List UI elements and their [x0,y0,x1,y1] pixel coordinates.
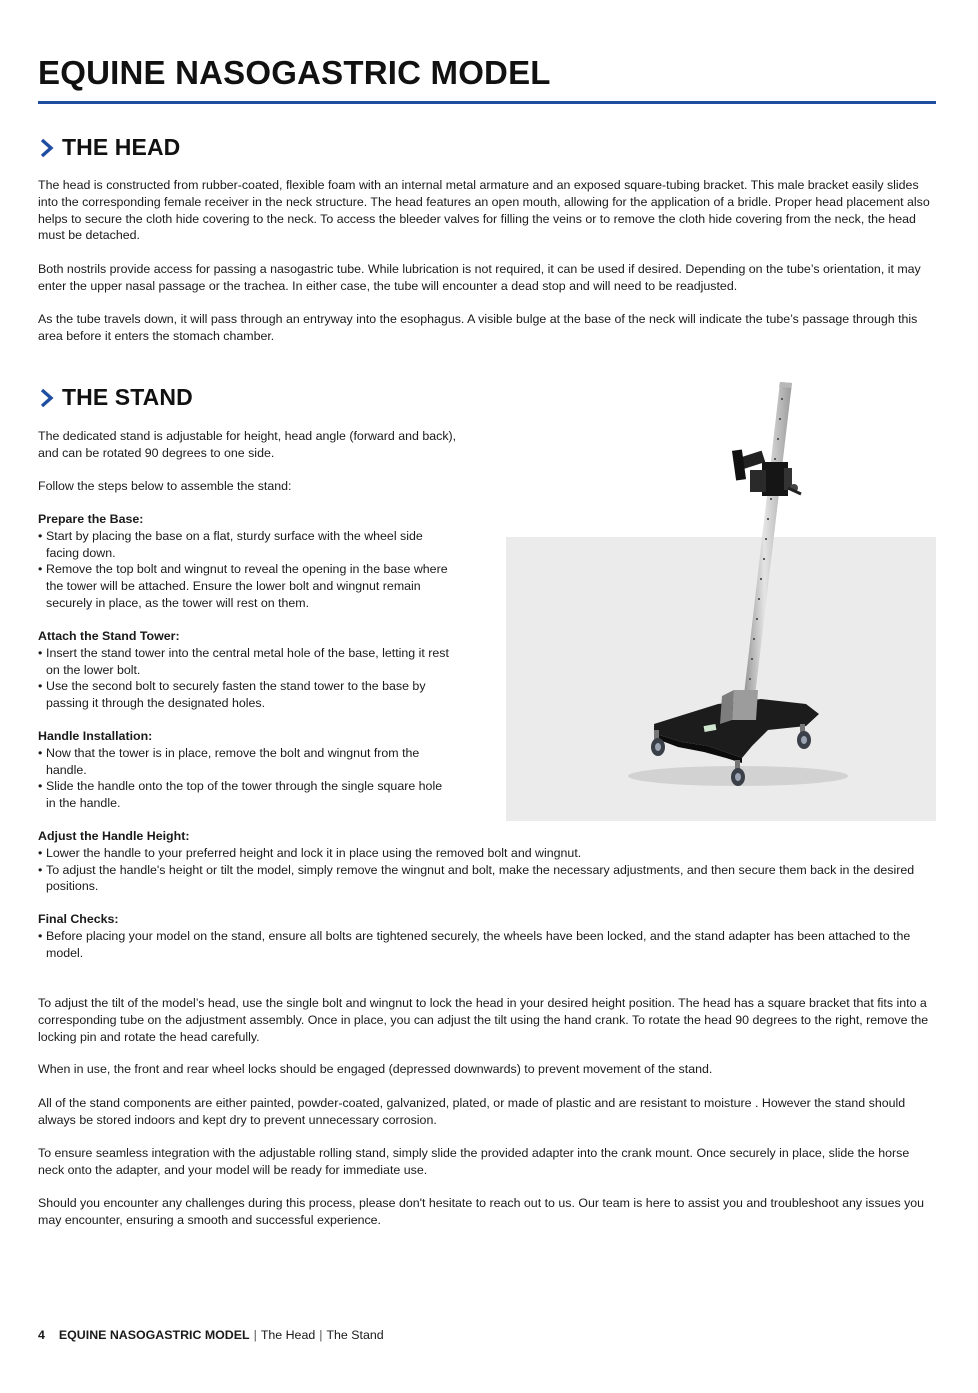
stand-paragraph-adapter: To ensure seamless integration with the adjustable rolling stand, simply slide the provided adapter into the crank mount. Once securely in place, slide the horse neck onto the adapter, and your model will be ready for immediate use. [38,1146,910,1177]
step-title: Handle Installation: [38,729,153,743]
heading-the-stand: THE STAND [62,384,193,410]
step-prepare-base [38,511,458,612]
chevron-right-icon [38,137,56,159]
list-item: • Now that the tower is in place, remove the bolt and wingnut from the handle. [38,745,450,779]
section-heading-stand [38,384,193,411]
page-number: 4 [38,1328,45,1342]
list-item: • To adjust the handle's height or tilt the model, simply remove the wingnut and bolt, make the necessary adjustments, and then secure them back in the desired positions. [38,862,938,896]
list-item: • Remove the top bolt and wingnut to reveal the opening in the base where the tower will be attached. Ensure the lower bolt and wingnut remain securely in place, as the tower will rest on them. [38,561,458,611]
step-handle-installation [38,728,450,812]
head-paragraph-1: The head is constructed from rubber-coated, flexible foam with an internal metal armature and an exposed square-tubing bracket. This male bracket easily slides into the corresponding female receiver in the neck structure. The head features an open mouth, allowing for the application of a bridle. Proper head placement also helps to secure the cloth hide covering to the neck. To access the bleeder valves for filling the veins or to remove the cloth hide covering from the neck, the head must be detached. [38,178,930,243]
step-title: Prepare the Base: [38,512,144,526]
steps-intro: Follow the steps below to assemble the stand: [38,479,292,493]
stand-paragraph-tilt: To adjust the tilt of the model’s head, use the single bolt and wingnut to lock the head in your desired height position. The head has a square bracket that fits into a corresponding tube on the adjustment assembly. Once in place, you can adjust the tilt using the hand crank. To rotate the head 90 degrees to the right, remove the locking pin and rotate the head carefully. [38,996,929,1044]
list-item: • Insert the stand tower into the central metal hole of the base, letting it rest on the lower bolt. [38,645,456,679]
head-paragraph-3: As the tube travels down, it will pass through an entryway into the esophagus. A visible bulge at the base of the neck will indicate the tube’s passage through this area before it enters the stomach chamber. [38,312,918,343]
list-item: • Use the second bolt to securely fasten the stand tower to the base by passing it through the designated holes. [38,678,456,712]
list-item: • Start by placing the base on a flat, sturdy surface with the wheel side facing down. [38,528,458,562]
rolling-stand-image [506,378,936,821]
section-heading-head [38,134,180,161]
step-adjust-height [38,828,938,895]
step-attach-tower [38,628,456,712]
stand-paragraph-wheel-locks: When in use, the front and rear wheel locks should be engaged (depressed downwards) to prevent movement of the stand. [38,1062,713,1076]
list-item: • Slide the handle onto the top of the tower through the single square hole in the handle. [38,778,450,812]
step-final-checks [38,911,938,961]
page-title: EQUINE NASOGASTRIC MODEL [38,54,551,91]
step-title: Final Checks: [38,912,119,926]
list-item: • Before placing your model on the stand, ensure all bolts are tightened securely, the wheels have been locked, and the stand adapter has been attached to the model. [38,928,938,962]
stand-intro: The dedicated stand is adjustable for height, head angle (forward and back), and can be rotated 90 degrees to one side. [38,429,457,460]
footer-model-name: EQUINE NASOGASTRIC MODEL [58,1328,250,1342]
chevron-right-icon [38,387,56,409]
footer-crumb-head: The Head [260,1328,316,1342]
title-divider [38,101,936,104]
list-item: • Lower the handle to your preferred height and lock it in place using the removed bolt and wingnut. [38,845,938,862]
footer-separator: | [319,1328,323,1342]
step-title: Adjust the Handle Height: [38,829,190,843]
head-paragraph-2: Both nostrils provide access for passing a nasogastric tube. While lubrication is not required, it can be used if desired. Depending on the tube’s orientation, it may enter the upper nasal passage or the trachea. In either case, the tube will encounter a dead stop and will need to be readjusted. [38,262,921,293]
step-title: Attach the Stand Tower: [38,629,180,643]
page-footer [38,1328,384,1342]
footer-separator: | [253,1328,257,1342]
heading-the-head: THE HEAD [62,134,181,160]
footer-crumb-stand: The Stand [326,1328,384,1342]
stand-paragraph-materials: All of the stand components are either painted, powder-coated, galvanized, plated, or made of plastic and are resistant to moisture . However the stand should always be stored indoors and kept dry to prevent unnecessary corrosion. [38,1096,906,1127]
stand-paragraph-support: Should you encounter any challenges during this process, please don't hesitate to reach out to us. Our team is here to assist you and troubleshoot any issues you may encounter, ensuring a smooth and successful experience. [38,1196,925,1227]
